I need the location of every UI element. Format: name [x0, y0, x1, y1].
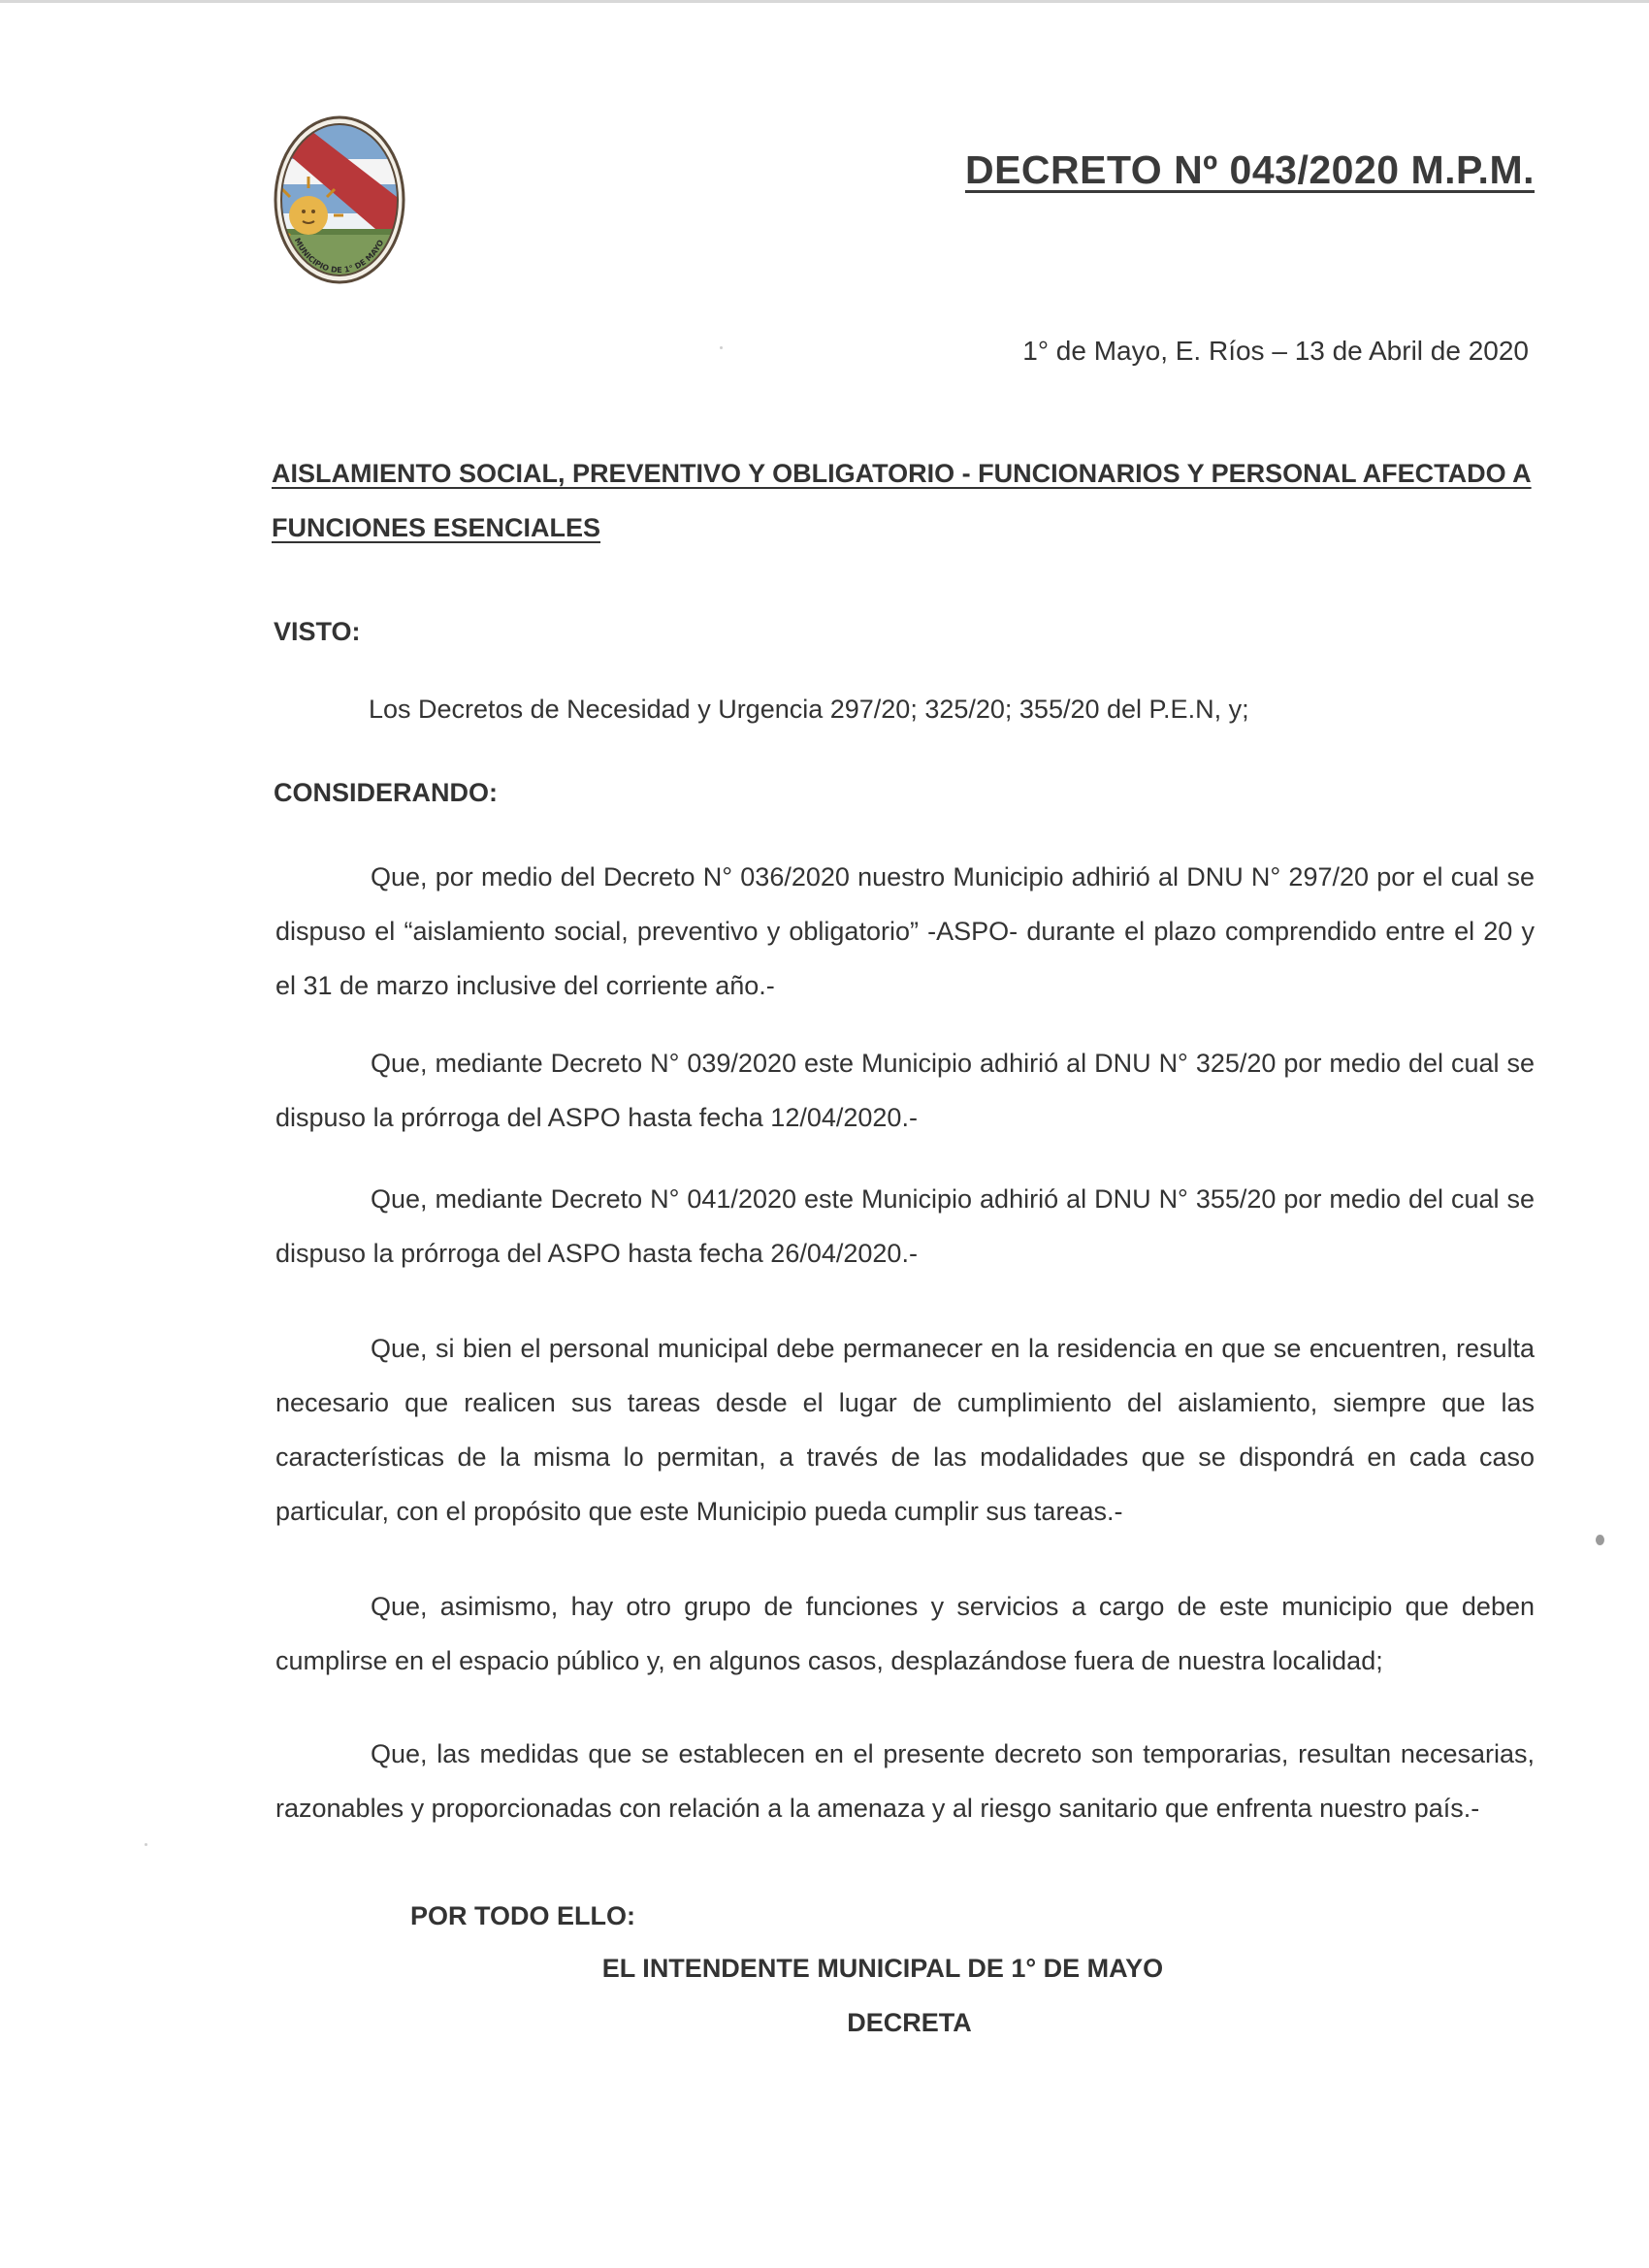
visto-text: Los Decretos de Necesidad y Urgencia 297/20; 325/20; 355/20 del P.E.N, y;: [369, 695, 1249, 724]
considerando-paragraph: Que, asimismo, hay otro grupo de funciones y servicios a cargo de este municipio que deben cumplirse en el espacio público y, en algunos casos, desplazándose fuera de nuestra localidad;: [275, 1592, 1535, 1675]
svg-text:MUNICIPIO DE 1° DE MAYO: MUNICIPIO DE 1° DE MAYO: [292, 236, 386, 275]
scan-speck: [720, 346, 723, 349]
considerando-paragraph: Que, si bien el personal municipal debe permanecer en la residencia en que se encuentren, resulta necesario que realicen sus tareas desde el lugar de cumplimiento del aislamiento, siempre que las características de la misma lo permitan, a través de las modalidades que se dispondrá en cada caso particular, con el propósito que este Municipio pueda cumplir sus tareas.-: [275, 1334, 1535, 1526]
considerando-paragraph: Que, mediante Decreto N° 041/2020 este Municipio adhirió al DNU N° 355/20 por medio del cual se dispuso la prórroga del ASPO hasta fecha 26/04/2020.-: [275, 1184, 1535, 1268]
date-line: 1° de Mayo, E. Ríos – 13 de Abril de 2020: [1022, 336, 1529, 366]
municipal-seal-icon: [274, 114, 405, 285]
subject-heading: AISLAMIENTO SOCIAL, PREVENTIVO Y OBLIGATORIO - FUNCIONARIOS Y PERSONAL AFECTADO A FUNCIONES ESENCIALES: [272, 459, 1532, 542]
scan-speck: [145, 1843, 147, 1846]
scan-edge-line: [0, 0, 1649, 3]
decreta-heading: DECRETA: [847, 2008, 972, 2037]
considerando-heading: CONSIDERANDO:: [274, 778, 499, 807]
considerando-paragraph: Que, por medio del Decreto N° 036/2020 nuestro Municipio adhirió al DNU N° 297/20 por el cual se dispuso el “aislamiento social, preventivo y obligatorio” -ASPO- durante el plazo comprendido entre el 20 y el 31 de marzo inclusive del corriente año.-: [275, 862, 1535, 1000]
por-todo-ello-heading: POR TODO ELLO:: [410, 1901, 636, 1930]
decree-title: DECRETO Nº 043/2020 M.P.M.: [964, 147, 1535, 192]
intendente-line: EL INTENDENTE MUNICIPAL DE 1° DE MAYO: [601, 1954, 1164, 1983]
considerando-paragraph: Que, las medidas que se establecen en el presente decreto son temporarias, resultan necesarias, razonables y proporcionadas con relación a la amenaza y al riesgo sanitario que enfrenta nuestro país.-: [275, 1739, 1535, 1823]
visto-heading: VISTO:: [274, 617, 361, 646]
scan-speck: [1596, 1535, 1604, 1545]
considerando-paragraph: Que, mediante Decreto N° 039/2020 este Municipio adhirió al DNU N° 325/20 por medio del cual se dispuso la prórroga del ASPO hasta fecha 12/04/2020.-: [275, 1049, 1535, 1132]
